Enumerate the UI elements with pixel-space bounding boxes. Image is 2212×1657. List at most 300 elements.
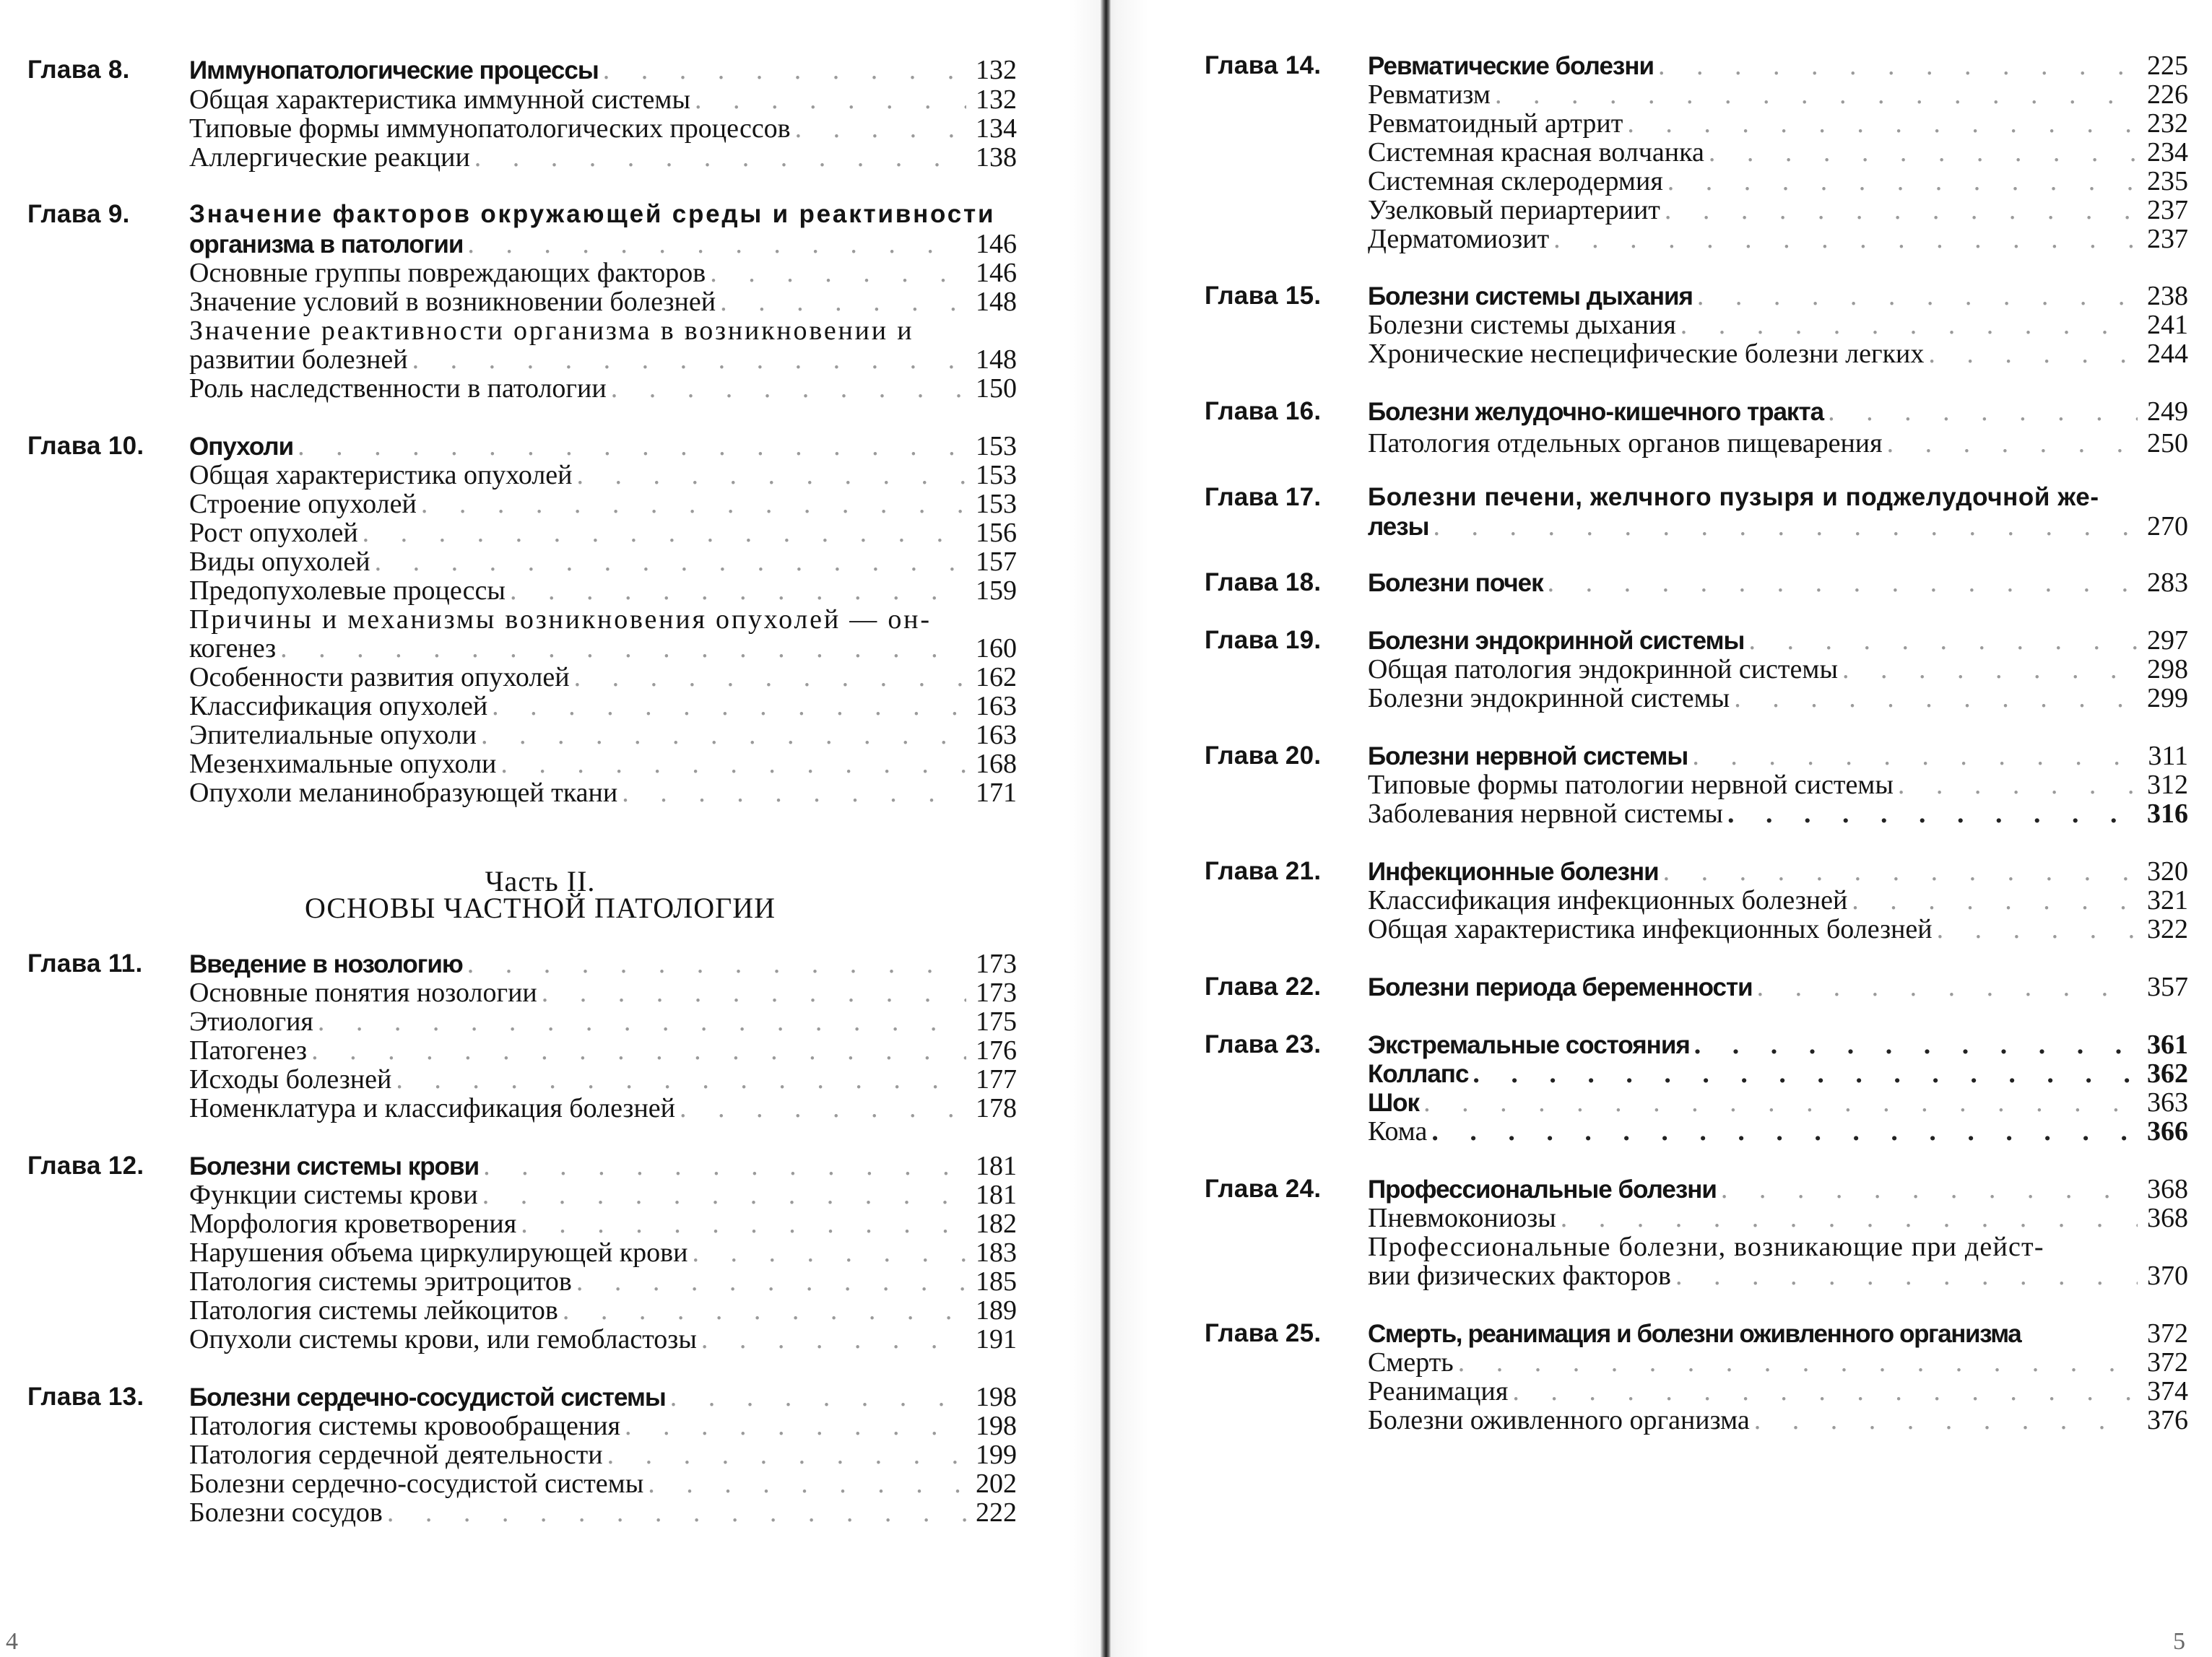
chapter-prefix: Глава 14.: [1205, 51, 1322, 79]
entry-title-line-2: вии физических факторов: [1368, 1261, 1672, 1291]
toc-entry[interactable]: [27, 662, 1017, 692]
page-number: 372: [2147, 1347, 2188, 1378]
toc-chapter-17[interactable]: [1205, 482, 2188, 513]
toc-chapter-24[interactable]: [1205, 1174, 2188, 1204]
entry-title: Шок: [1368, 1089, 1420, 1117]
toc-entry[interactable]: [27, 489, 1017, 519]
toc-entry[interactable]: [1205, 79, 2188, 110]
chapter-prefix: Глава 22.: [1205, 973, 1322, 1001]
leader-dots: [1491, 79, 2138, 110]
entry-title: Общая характеристика инфекционных болезней: [1368, 914, 1933, 944]
toc-entry[interactable]: [1205, 799, 2188, 829]
page-number: 234: [2147, 137, 2188, 168]
leader-dots: [572, 1266, 966, 1297]
leader-dots: [643, 1469, 966, 1499]
toc-entry[interactable]: [1205, 224, 2188, 254]
leader-dots: [1750, 1405, 2138, 1435]
chapter-prefix: Глава 9.: [27, 200, 130, 228]
toc-entry[interactable]: [27, 749, 1017, 779]
chapter-prefix: Глава 8.: [27, 56, 130, 84]
leader-dots: [477, 720, 966, 750]
toc-chapter-23[interactable]: [1205, 1030, 2188, 1060]
page-number: 312: [2147, 770, 2188, 800]
leader-dots: [1688, 741, 2138, 771]
entry-title: Роль наследственности в патологии: [189, 373, 607, 404]
page-number: 363: [2147, 1087, 2188, 1118]
entry-title-line-1: Причины и механизмы возникновения опухолей — он-: [189, 604, 932, 635]
entry-title: Типовые формы иммунопатологических процессов: [189, 113, 791, 144]
leader-dots: [1671, 1261, 2138, 1291]
toc-entry[interactable]: [1205, 310, 2188, 340]
leader-dots: [408, 344, 966, 375]
chapter-prefix: Глава 13.: [27, 1383, 144, 1411]
leader-dots: [391, 1064, 966, 1095]
toc-entry-cont[interactable]: [27, 344, 1017, 375]
leader-dots: [463, 949, 966, 979]
leader-dots: [1549, 224, 2138, 254]
chapter-title: Болезни периода беременности: [1368, 973, 1753, 1001]
leader-dots: [573, 460, 967, 490]
leader-dots: [1924, 339, 2138, 369]
entry-title-line-1: Значение реактивности организма в возникновении и: [189, 316, 914, 346]
entry-title: Строение опухолей: [189, 489, 417, 519]
part-label: Часть II.: [485, 865, 596, 897]
leader-dots: [313, 1006, 966, 1037]
toc-entry[interactable]: [1205, 1058, 2188, 1089]
page-number: 241: [2147, 310, 2188, 340]
toc-entry[interactable]: [27, 113, 1017, 144]
folio-right: 5: [2173, 1628, 2185, 1655]
entry-title: Хронические неспецифические болезни легких: [1368, 339, 1925, 369]
chapter-title: Болезни сердечно-сосудистой системы: [189, 1383, 666, 1412]
toc-entry[interactable]: [27, 1180, 1017, 1210]
page-number: 173: [976, 949, 1017, 979]
page-number: 185: [976, 1266, 1017, 1297]
leader-dots: [307, 1035, 966, 1066]
page-number: 370: [2147, 1261, 2188, 1291]
page-number: 150: [976, 373, 1017, 404]
leader-dots: [1847, 885, 2138, 916]
leader-dots: [1429, 511, 2138, 542]
toc-entry[interactable]: [1205, 137, 2188, 168]
page-number: 297: [2147, 625, 2188, 656]
page-number: 159: [976, 575, 1017, 606]
chapter-prefix: Глава 20.: [1205, 741, 1322, 770]
page-number: 357: [2147, 972, 2188, 1002]
entry-title: Общая характеристика опухолей: [189, 460, 573, 490]
entry-title: Смерть: [1368, 1347, 1454, 1378]
page-number: 238: [2147, 281, 2188, 311]
toc-entry[interactable]: [27, 978, 1017, 1008]
page-number: 153: [976, 460, 1017, 490]
chapter-title-line-2: организма в патологии: [189, 230, 464, 258]
chapter-title-line-2: лезы: [1368, 513, 1429, 541]
chapter-prefix: Глава 17.: [1205, 483, 1322, 511]
page-number: 222: [976, 1497, 1017, 1528]
left-page: [6, 0, 1017, 1657]
page-number: 198: [976, 1411, 1017, 1441]
toc-entry[interactable]: [27, 720, 1017, 750]
toc-chapter-25[interactable]: [1205, 1318, 2188, 1349]
entry-title: Типовые формы патологии нервной системы: [1368, 770, 1894, 800]
toc-chapter-11[interactable]: [27, 949, 1017, 979]
leader-dots: [1693, 281, 2138, 311]
toc-entry[interactable]: [1205, 885, 2188, 916]
chapter-prefix: Глава 25.: [1205, 1319, 1322, 1347]
leader-dots: [1427, 1116, 2138, 1147]
leader-dots: [558, 1295, 966, 1326]
toc-entry[interactable]: [27, 1064, 1017, 1095]
leader-dots: [1663, 166, 2138, 196]
page-number: 298: [2147, 654, 2188, 684]
entry-title: Патология сердечной деятельности: [189, 1440, 603, 1470]
chapter-prefix: Глава 21.: [1205, 857, 1322, 885]
entry-title: Функции системы крови: [189, 1180, 478, 1210]
entry-title: Ревматоидный артрит: [1368, 108, 1623, 139]
toc-entry[interactable]: [1205, 1376, 2188, 1406]
page-number: 202: [976, 1469, 1017, 1499]
page-number: 283: [2147, 567, 2188, 598]
page-number: 320: [2147, 856, 2188, 887]
toc-entry-cont[interactable]: [1205, 1261, 2188, 1291]
entry-title: Виды опухолей: [189, 547, 370, 577]
entry-title: Патология отдельных органов пищеварения: [1368, 428, 1883, 458]
toc-entry[interactable]: [27, 575, 1017, 606]
entry-title: Болезни сосудов: [189, 1497, 383, 1528]
toc-entry[interactable]: [1205, 195, 2188, 225]
toc-chapter-20[interactable]: [1205, 741, 2188, 771]
page-number: 250: [2147, 428, 2188, 458]
folio-left: 4: [6, 1628, 18, 1655]
page-number: 321: [2147, 885, 2188, 916]
page-number: 376: [2147, 1405, 2188, 1435]
leader-dots: [675, 1093, 966, 1123]
page-number: 244: [2147, 339, 2188, 369]
page-number: 173: [976, 978, 1017, 1008]
toc-entry[interactable]: [27, 142, 1017, 173]
chapter-title: Ревматические болезни: [1368, 52, 1654, 80]
page-number: 189: [976, 1295, 1017, 1326]
toc-entry[interactable]: [1205, 166, 2188, 196]
page-number: 177: [976, 1064, 1017, 1095]
leader-dots: [383, 1497, 966, 1528]
entry-title: Мезенхимальные опухоли: [189, 749, 497, 779]
page-number: 153: [976, 489, 1017, 519]
chapter-title: Болезни системы крови: [189, 1152, 480, 1180]
leader-dots: [1556, 1203, 2138, 1233]
page-number: 237: [2147, 224, 2188, 254]
part-title: ОСНОВЫ ЧАСТНОЙ ПАТОЛОГИИ: [304, 892, 776, 924]
toc-entry[interactable]: [27, 1295, 1017, 1326]
leader-dots: [1623, 108, 2138, 139]
toc-entry[interactable]: [1205, 1347, 2188, 1378]
chapter-title: Болезни нервной системы: [1368, 742, 1688, 770]
toc-entry[interactable]: [1205, 108, 2188, 139]
toc-entry[interactable]: [1205, 428, 2188, 458]
leader-dots: [506, 575, 966, 606]
right-page: [1205, 0, 2188, 1657]
page-number: 191: [976, 1324, 1017, 1354]
leader-dots: [1543, 567, 2138, 598]
entry-title: Узелковый периартериит: [1368, 195, 1660, 225]
entry-title: Опухоли системы крови, или гемобластозы: [189, 1324, 697, 1354]
leader-dots: [276, 633, 966, 664]
leader-dots: [1753, 972, 2138, 1002]
page-number: 163: [976, 720, 1017, 750]
leader-dots: [688, 1238, 966, 1268]
leader-dots: [706, 258, 966, 288]
page-number: 374: [2147, 1376, 2188, 1406]
page-number: 183: [976, 1238, 1017, 1268]
chapter-title: Смерть, реанимация и болезни оживленного организма: [1368, 1320, 2021, 1348]
toc-chapter-18[interactable]: [1205, 567, 2188, 598]
page-number: 372: [2147, 1318, 2188, 1349]
chapter-title-line-1: Болезни печени, желчного пузыря и поджелудочной же-: [1368, 483, 2099, 511]
page-number: 366: [2147, 1116, 2188, 1147]
toc-entry[interactable]: [27, 1440, 1017, 1470]
leader-dots: [599, 55, 966, 85]
chapter-title: Болезни желудочно-кишечного тракта: [1368, 398, 1824, 426]
entry-title: Болезни системы дыхания: [1368, 310, 1676, 340]
entry-title: Рост опухолей: [189, 518, 358, 548]
entry-title: Значение условий в возникновении болезней: [189, 287, 716, 317]
page-number: 148: [976, 344, 1017, 375]
entry-title: Заболевания нервной системы: [1368, 799, 1723, 829]
leader-dots: [293, 431, 966, 461]
toc-entry[interactable]: [27, 1497, 1017, 1528]
page-number: 168: [976, 749, 1017, 779]
toc-chapter-15[interactable]: [1205, 281, 2188, 311]
page-number: 237: [2147, 195, 2188, 225]
leader-dots: [1730, 683, 2138, 713]
toc-entry[interactable]: [27, 1035, 1017, 1066]
leader-dots: [603, 1440, 966, 1470]
page-number: 361: [2147, 1030, 2188, 1060]
chapter-prefix: Глава 24.: [1205, 1175, 1322, 1203]
entry-title: Основные группы повреждающих факторов: [189, 258, 706, 288]
chapter-prefix: Глава 18.: [1205, 568, 1322, 596]
leader-dots: [690, 84, 966, 115]
leader-dots: [496, 749, 966, 779]
leader-dots: [478, 1180, 966, 1210]
toc-entry-cont[interactable]: [27, 633, 1017, 664]
page-number: 163: [976, 691, 1017, 721]
entry-title: Патология системы кровообращения: [189, 1411, 621, 1441]
toc-chapter-8[interactable]: [27, 55, 1017, 85]
toc-entry[interactable]: [27, 1093, 1017, 1123]
toc-entry[interactable]: [27, 287, 1017, 317]
leader-dots: [1454, 1347, 2138, 1378]
toc-chapter-21[interactable]: [1205, 856, 2188, 887]
toc-entry[interactable]: [27, 1324, 1017, 1354]
toc-entry[interactable]: [27, 373, 1017, 404]
leader-dots: [620, 1411, 966, 1441]
leader-dots: [1744, 625, 2138, 656]
leader-dots: [1419, 1087, 2138, 1118]
toc-chapter-12[interactable]: [27, 1151, 1017, 1181]
page-number: 270: [2147, 511, 2188, 542]
page-number: 299: [2147, 683, 2188, 713]
toc-entry[interactable]: [1205, 1203, 2188, 1233]
page-number: 181: [976, 1180, 1017, 1210]
entry-title: Эпителиальные опухоли: [189, 720, 477, 750]
toc-entry[interactable]: [1205, 1405, 2188, 1435]
toc-chapter-17-cont[interactable]: [1205, 511, 2188, 542]
entry-title: Общая характеристика иммунной системы: [189, 84, 691, 115]
leader-dots: [1894, 770, 2138, 800]
page-number: 198: [976, 1382, 1017, 1412]
entry-title: Патология системы эритроцитов: [189, 1266, 572, 1297]
page-number: 322: [2147, 914, 2188, 944]
book-spine: [1101, 0, 1111, 1657]
chapter-prefix: Глава 12.: [27, 1152, 144, 1180]
leader-dots: [716, 287, 966, 317]
leader-dots: [487, 691, 966, 721]
toc-entry[interactable]: [1205, 1232, 2188, 1262]
entry-title: Классификация опухолей: [189, 691, 488, 721]
toc-entry[interactable]: [1205, 683, 2188, 713]
page-number: 138: [976, 142, 1017, 173]
entry-title-line-2: когенез: [189, 633, 277, 664]
entry-title: Патология системы лейкоцитов: [189, 1295, 558, 1326]
entry-title: Классификация инфекционных болезней: [1368, 885, 1848, 916]
leader-dots: [1690, 1030, 2138, 1060]
page-number: 153: [976, 431, 1017, 461]
leader-dots: [1883, 428, 2138, 458]
toc-entry[interactable]: [27, 460, 1017, 490]
chapter-prefix: Глава 19.: [1205, 626, 1322, 654]
toc-entry[interactable]: [1205, 1087, 2188, 1118]
chapter-title-line-1: Значение факторов окружающей среды и реактивности: [189, 200, 996, 228]
entry-title: Болезни эндокринной системы: [1368, 683, 1730, 713]
page-number: 134: [976, 113, 1017, 144]
page-number: 178: [976, 1093, 1017, 1123]
chapter-prefix: Глава 16.: [1205, 397, 1322, 425]
toc-chapter-10[interactable]: [27, 431, 1017, 461]
page-number: 362: [2147, 1058, 2188, 1089]
page-number: 232: [2147, 108, 2188, 139]
page-number: 175: [976, 1006, 1017, 1037]
page-number: 316: [2147, 799, 2188, 829]
toc-chapter-9-cont[interactable]: [27, 229, 1017, 259]
toc-entry[interactable]: [1205, 770, 2188, 800]
leader-dots: [1654, 51, 2138, 81]
toc-chapter-9[interactable]: [27, 199, 1017, 230]
leader-dots: [1823, 396, 2138, 427]
toc-entry[interactable]: [27, 316, 1017, 346]
chapter-prefix: Глава 23.: [1205, 1030, 1322, 1058]
chapter-title: Опухоли: [189, 432, 294, 461]
toc-entry[interactable]: [27, 518, 1017, 548]
leader-dots: [479, 1151, 966, 1181]
page-number: 249: [2147, 396, 2188, 427]
page-number: 368: [2147, 1203, 2188, 1233]
toc-entry[interactable]: [27, 691, 1017, 721]
leader-dots: [470, 142, 966, 173]
entry-title: Нарушения объема циркулирующей крови: [189, 1238, 688, 1268]
toc-entry[interactable]: [1205, 1116, 2188, 1147]
toc-entry[interactable]: [27, 1411, 1017, 1441]
chapter-title: Введение в нозологию: [189, 950, 463, 978]
entry-title: Исходы болезней: [189, 1064, 392, 1095]
toc-entry[interactable]: [27, 1238, 1017, 1268]
page-number: 226: [2147, 79, 2188, 110]
entry-title: Основные понятия нозологии: [189, 978, 537, 1008]
leader-dots: [666, 1382, 966, 1412]
toc-chapter-13[interactable]: [27, 1382, 1017, 1412]
toc-chapter-16[interactable]: [1205, 396, 2188, 427]
toc-entry[interactable]: [1205, 339, 2188, 369]
entry-title: Опухоли меланинобразующей ткани: [189, 778, 618, 808]
toc-chapter-14[interactable]: [1205, 51, 2188, 81]
toc-entry[interactable]: [27, 1469, 1017, 1499]
page-number: 199: [976, 1440, 1017, 1470]
page-number: 162: [976, 662, 1017, 692]
leader-dots: [463, 229, 966, 259]
entry-title: Этиология: [189, 1006, 313, 1037]
page-number: 181: [976, 1151, 1017, 1181]
entry-title: Пневмокониозы: [1368, 1203, 1556, 1233]
entry-title: Номенклатура и классификация болезней: [189, 1093, 675, 1123]
toc-chapter-22[interactable]: [1205, 972, 2188, 1002]
page-number: 182: [976, 1209, 1017, 1239]
page-number: 160: [976, 633, 1017, 664]
page-number: 311: [2148, 741, 2188, 771]
page-number: 171: [976, 778, 1017, 808]
toc-chapter-19[interactable]: [1205, 625, 2188, 656]
chapter-title: Болезни эндокринной системы: [1368, 627, 1745, 655]
leader-dots: [417, 489, 966, 519]
toc-entry[interactable]: [27, 547, 1017, 577]
page-number: 235: [2147, 166, 2188, 196]
toc-entry[interactable]: [27, 1266, 1017, 1297]
leader-dots: [1660, 195, 2138, 225]
leader-dots: [1468, 1058, 2138, 1089]
leader-dots: [1676, 310, 2138, 340]
page-number: 225: [2147, 51, 2188, 81]
chapter-prefix: Глава 10.: [27, 432, 144, 460]
toc-entry[interactable]: [27, 258, 1017, 288]
chapter-title: Экстремальные состояния: [1368, 1031, 1690, 1059]
leader-dots: [607, 373, 966, 404]
leader-dots: [570, 662, 966, 692]
leader-dots: [791, 113, 966, 144]
toc-entry[interactable]: [27, 84, 1017, 115]
page-number: 146: [976, 258, 1017, 288]
chapter-title: Инфекционные болезни: [1368, 858, 1659, 886]
entry-title: Системная красная волчанка: [1368, 137, 1704, 168]
leader-dots: [1659, 856, 2138, 887]
page-number: 156: [976, 518, 1017, 548]
page-number: 146: [976, 229, 1017, 259]
leader-dots: [370, 547, 966, 577]
toc-entry[interactable]: [27, 778, 1017, 808]
toc-entry[interactable]: [27, 1006, 1017, 1037]
entry-title: Ревматизм: [1368, 79, 1491, 110]
entry-title: Общая патология эндокринной системы: [1368, 654, 1838, 684]
toc-entry[interactable]: [27, 1209, 1017, 1239]
leader-dots: [1717, 1174, 2138, 1204]
toc-entry[interactable]: [1205, 654, 2188, 684]
toc-entry[interactable]: [1205, 914, 2188, 944]
entry-title: Системная склеродермия: [1368, 166, 1663, 196]
chapter-title: Болезни системы дыхания: [1368, 282, 1693, 310]
page-number: 148: [976, 287, 1017, 317]
page-number: 132: [976, 55, 1017, 85]
entry-title: Реанимация: [1368, 1376, 1509, 1406]
chapter-prefix: Глава 11.: [27, 949, 143, 978]
toc-entry[interactable]: [27, 604, 1017, 635]
